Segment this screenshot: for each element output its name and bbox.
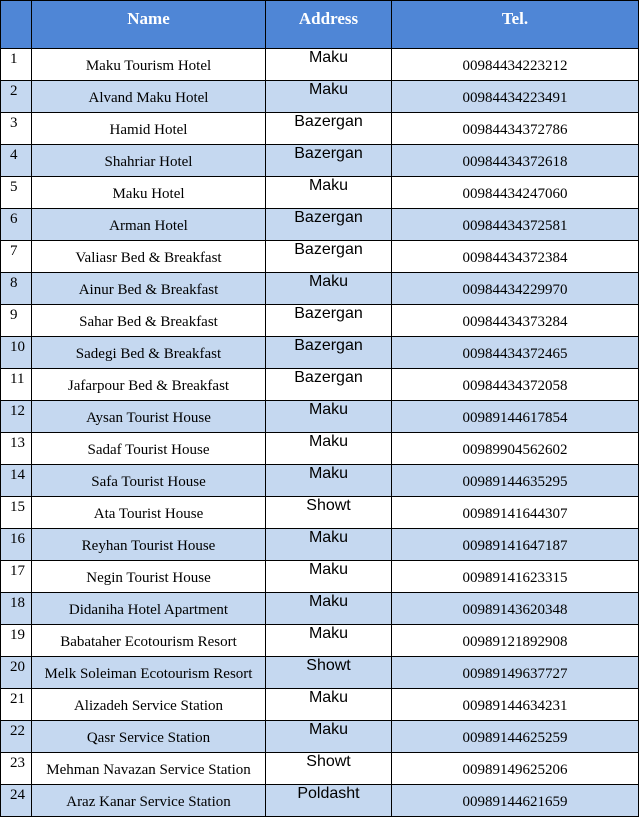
row-address: Bazergan bbox=[266, 145, 392, 177]
table-row bbox=[1, 177, 639, 209]
row-tel: 00989121892908 bbox=[392, 625, 639, 657]
table-row bbox=[1, 753, 639, 785]
row-number: 17 bbox=[1, 561, 32, 593]
row-name: Alvand Maku Hotel bbox=[32, 81, 266, 113]
table-row bbox=[1, 145, 639, 177]
row-name: Arman Hotel bbox=[32, 209, 266, 241]
row-name: Sadaf Tourist House bbox=[32, 433, 266, 465]
row-number: 13 bbox=[1, 433, 32, 465]
table-row bbox=[1, 593, 639, 625]
row-number: 22 bbox=[1, 721, 32, 753]
row-address: Showt bbox=[266, 657, 392, 689]
row-number: 24 bbox=[1, 785, 32, 817]
row-tel: 00984434229970 bbox=[392, 273, 639, 305]
row-tel: 00984434247060 bbox=[392, 177, 639, 209]
table-row bbox=[1, 561, 639, 593]
row-number: 5 bbox=[1, 177, 32, 209]
row-name: Jafarpour Bed & Breakfast bbox=[32, 369, 266, 401]
table-row bbox=[1, 49, 639, 81]
row-tel: 00989141647187 bbox=[392, 529, 639, 561]
table-row bbox=[1, 369, 639, 401]
row-number: 18 bbox=[1, 593, 32, 625]
row-name: Sahar Bed & Breakfast bbox=[32, 305, 266, 337]
row-number: 21 bbox=[1, 689, 32, 721]
row-number: 14 bbox=[1, 465, 32, 497]
row-tel: 00989144634231 bbox=[392, 689, 639, 721]
table-body bbox=[1, 49, 639, 817]
header-tel: Tel. bbox=[392, 1, 639, 49]
row-number: 15 bbox=[1, 497, 32, 529]
row-tel: 00984434372581 bbox=[392, 209, 639, 241]
row-tel: 00989143620348 bbox=[392, 593, 639, 625]
row-tel: 00984434223491 bbox=[392, 81, 639, 113]
row-name: Alizadeh Service Station bbox=[32, 689, 266, 721]
row-name: Shahriar Hotel bbox=[32, 145, 266, 177]
row-tel: 00984434372058 bbox=[392, 369, 639, 401]
row-number: 23 bbox=[1, 753, 32, 785]
row-tel: 00989144625259 bbox=[392, 721, 639, 753]
table-row bbox=[1, 657, 639, 689]
table-row bbox=[1, 689, 639, 721]
header-row bbox=[1, 1, 639, 49]
row-tel: 00989149625206 bbox=[392, 753, 639, 785]
row-name: Qasr Service Station bbox=[32, 721, 266, 753]
row-address: Bazergan bbox=[266, 209, 392, 241]
row-number: 19 bbox=[1, 625, 32, 657]
row-address: Maku bbox=[266, 689, 392, 721]
row-address: Bazergan bbox=[266, 369, 392, 401]
row-address: Maku bbox=[266, 177, 392, 209]
header-name: Name bbox=[32, 1, 266, 49]
row-address: Bazergan bbox=[266, 241, 392, 273]
table-row bbox=[1, 721, 639, 753]
table-row bbox=[1, 209, 639, 241]
row-number: 16 bbox=[1, 529, 32, 561]
table-row bbox=[1, 433, 639, 465]
table-row bbox=[1, 785, 639, 817]
row-tel: 00989149637727 bbox=[392, 657, 639, 689]
row-address: Maku bbox=[266, 625, 392, 657]
row-address: Poldasht bbox=[266, 785, 392, 817]
row-tel: 00989141644307 bbox=[392, 497, 639, 529]
row-name: Negin Tourist House bbox=[32, 561, 266, 593]
row-tel: 00989144617854 bbox=[392, 401, 639, 433]
table-row bbox=[1, 273, 639, 305]
row-address: Maku bbox=[266, 593, 392, 625]
row-address: Maku bbox=[266, 529, 392, 561]
row-address: Maku bbox=[266, 81, 392, 113]
row-number: 1 bbox=[1, 49, 32, 81]
row-number: 10 bbox=[1, 337, 32, 369]
row-number: 11 bbox=[1, 369, 32, 401]
row-name: Aysan Tourist House bbox=[32, 401, 266, 433]
row-address: Bazergan bbox=[266, 305, 392, 337]
row-address: Maku bbox=[266, 273, 392, 305]
row-number: 9 bbox=[1, 305, 32, 337]
row-address: Bazergan bbox=[266, 113, 392, 145]
row-name: Araz Kanar Service Station bbox=[32, 785, 266, 817]
header-number bbox=[1, 1, 32, 49]
row-name: Ata Tourist House bbox=[32, 497, 266, 529]
table-row bbox=[1, 625, 639, 657]
row-number: 8 bbox=[1, 273, 32, 305]
table-row bbox=[1, 529, 639, 561]
header-address: Address bbox=[266, 1, 392, 49]
row-number: 20 bbox=[1, 657, 32, 689]
row-address: Maku bbox=[266, 433, 392, 465]
row-name: Maku Hotel bbox=[32, 177, 266, 209]
table-row bbox=[1, 497, 639, 529]
row-address: Maku bbox=[266, 49, 392, 81]
row-address: Showt bbox=[266, 497, 392, 529]
row-tel: 00989904562602 bbox=[392, 433, 639, 465]
row-tel: 00984434372618 bbox=[392, 145, 639, 177]
table-header bbox=[1, 1, 639, 49]
row-number: 6 bbox=[1, 209, 32, 241]
row-number: 4 bbox=[1, 145, 32, 177]
row-name: Reyhan Tourist House bbox=[32, 529, 266, 561]
row-address: Maku bbox=[266, 465, 392, 497]
row-tel: 00989144621659 bbox=[392, 785, 639, 817]
row-address: Bazergan bbox=[266, 337, 392, 369]
row-tel: 00989144635295 bbox=[392, 465, 639, 497]
row-tel: 00984434372786 bbox=[392, 113, 639, 145]
row-tel: 00989141623315 bbox=[392, 561, 639, 593]
row-tel: 00984434373284 bbox=[392, 305, 639, 337]
row-address: Showt bbox=[266, 753, 392, 785]
row-tel: 00984434372465 bbox=[392, 337, 639, 369]
row-name: Hamid Hotel bbox=[32, 113, 266, 145]
table-row bbox=[1, 113, 639, 145]
row-address: Maku bbox=[266, 401, 392, 433]
table-row bbox=[1, 81, 639, 113]
row-number: 12 bbox=[1, 401, 32, 433]
row-number: 7 bbox=[1, 241, 32, 273]
row-tel: 00984434223212 bbox=[392, 49, 639, 81]
row-name: Safa Tourist House bbox=[32, 465, 266, 497]
table-row bbox=[1, 401, 639, 433]
row-name: Valiasr Bed & Breakfast bbox=[32, 241, 266, 273]
row-address: Maku bbox=[266, 721, 392, 753]
table-row bbox=[1, 337, 639, 369]
row-tel: 00984434372384 bbox=[392, 241, 639, 273]
table-row bbox=[1, 241, 639, 273]
table-row bbox=[1, 465, 639, 497]
row-name: Didaniha Hotel Apartment bbox=[32, 593, 266, 625]
row-name: Babataher Ecotourism Resort bbox=[32, 625, 266, 657]
row-number: 2 bbox=[1, 81, 32, 113]
row-name: Mehman Navazan Service Station bbox=[32, 753, 266, 785]
row-address: Maku bbox=[266, 561, 392, 593]
row-name: Melk Soleiman Ecotourism Resort bbox=[32, 657, 266, 689]
row-name: Maku Tourism Hotel bbox=[32, 49, 266, 81]
table-row bbox=[1, 305, 639, 337]
row-number: 3 bbox=[1, 113, 32, 145]
row-name: Sadegi Bed & Breakfast bbox=[32, 337, 266, 369]
row-name: Ainur Bed & Breakfast bbox=[32, 273, 266, 305]
